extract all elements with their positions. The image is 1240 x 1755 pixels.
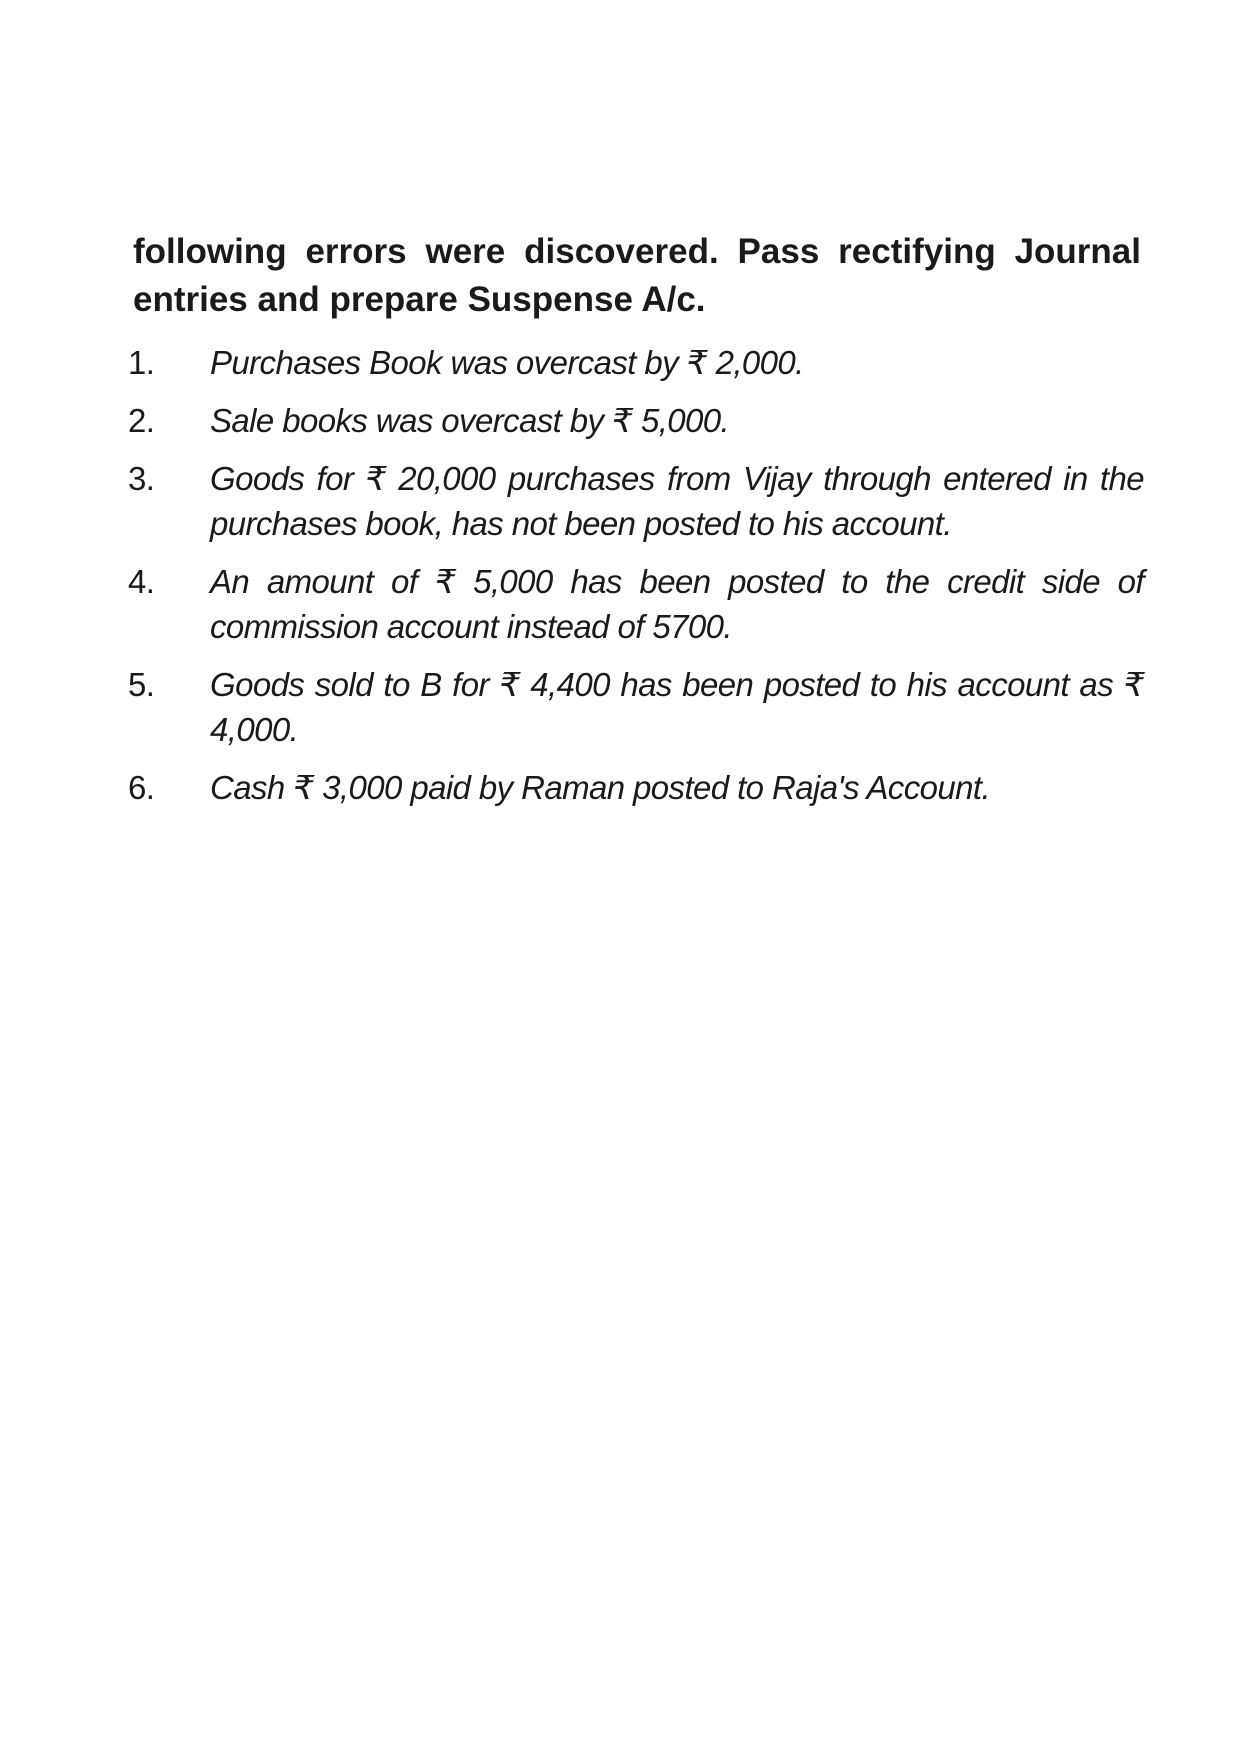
question-intro — [133, 228, 1141, 324]
item-number: 3. — [128, 460, 155, 497]
item-number: 6. — [128, 769, 155, 806]
item-text: An amount of ₹ 5,000 has been posted to the credit side of commission account instead of 5700. — [210, 563, 1144, 645]
item-text: Purchases Book was overcast by ₹ 2,000. — [210, 344, 804, 381]
intro-line-2: entries and prepare Suspense A/c. — [133, 280, 706, 319]
item-number: 1. — [128, 344, 155, 381]
item-text: Goods sold to B for ₹ 4,400 has been posted to his account as ₹ 4,000. — [210, 666, 1144, 748]
item-number: 4. — [128, 563, 155, 600]
list-item — [128, 559, 1144, 649]
intro-line-1: following errors were discovered. Pass rectifying Journal — [133, 232, 1141, 271]
error-list — [128, 340, 1144, 823]
item-text: Goods for ₹ 20,000 purchases from Vijay through entered in the purchases book, has not been posted to his account. — [210, 460, 1144, 542]
item-number: 5. — [128, 666, 155, 703]
item-text: Cash ₹ 3,000 paid by Raman posted to Raja's Account. — [210, 769, 991, 806]
item-text: Sale books was overcast by ₹ 5,000. — [210, 402, 730, 439]
item-number: 2. — [128, 402, 155, 439]
list-item — [128, 398, 1144, 443]
list-item — [128, 765, 1144, 810]
list-item — [128, 340, 1144, 385]
list-item — [128, 662, 1144, 752]
list-item — [128, 456, 1144, 546]
